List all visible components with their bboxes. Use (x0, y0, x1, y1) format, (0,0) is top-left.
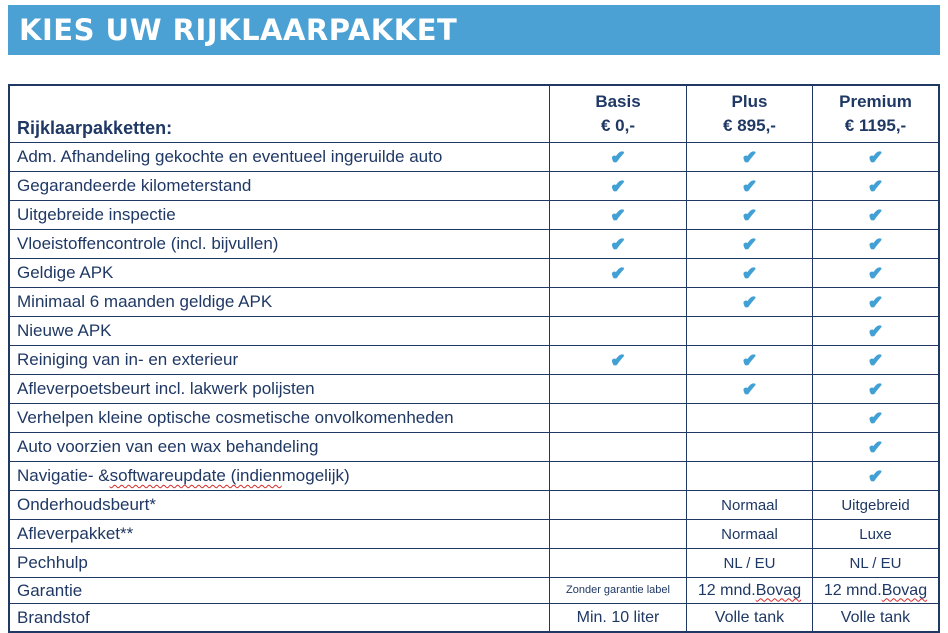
feature-label: Nieuwe APK (10, 317, 550, 345)
feature-label: Verhelpen kleine optische cosmetische onvolkomenheden (10, 404, 550, 432)
premium-price: € 1195,- (844, 116, 907, 136)
table-row (10, 287, 938, 316)
feature-label: Vloeistoffencontrole (incl. bijvullen) (10, 230, 550, 258)
table-row-garantie (10, 577, 938, 603)
feature-label: Auto voorzien van een wax behandeling (10, 433, 550, 461)
plus-name: Plus (731, 91, 768, 111)
feature-label: Uitgebreide inspectie (10, 201, 550, 229)
corner-label: Rijklaarpakketten: (10, 86, 550, 142)
premium-cell: ✔ (868, 321, 883, 341)
premium-name: Premium (839, 91, 912, 111)
premium-cell: ✔ (868, 147, 883, 167)
premium-cell (813, 578, 938, 603)
plus-price: € 895,- (723, 116, 776, 136)
table-row (10, 403, 938, 432)
label-part: mogelijk) (281, 466, 350, 485)
table-row (10, 374, 938, 403)
plus-cell (687, 462, 813, 490)
column-header-premium (813, 86, 938, 142)
table-row (10, 432, 938, 461)
premium-cell: ✔ (868, 234, 883, 254)
premium-cell: ✔ (868, 379, 883, 399)
plus-cell (687, 433, 813, 461)
warranty-text: 12 mnd. (823, 581, 882, 599)
table-row (10, 229, 938, 258)
basis-cell (550, 288, 687, 316)
plus-cell: ✔ (687, 230, 813, 258)
plus-cell: ✔ (687, 201, 813, 229)
table-row (10, 519, 938, 548)
column-header-basis (550, 86, 687, 142)
premium-cell: Luxe (859, 525, 892, 543)
basis-cell: ✔ (550, 143, 687, 171)
plus-cell: Volle tank (687, 604, 813, 631)
premium-cell: Volle tank (840, 608, 911, 626)
basis-cell (550, 491, 687, 519)
premium-cell: ✔ (868, 292, 883, 312)
premium-cell: ✔ (868, 176, 883, 196)
table-row (10, 258, 938, 287)
feature-label: Onderhoudsbeurt* (10, 491, 550, 519)
plus-cell: Normaal (687, 520, 813, 548)
table-row (10, 200, 938, 229)
basis-cell: ✔ (550, 201, 687, 229)
plus-cell (687, 404, 813, 432)
table-row (10, 603, 938, 631)
warranty-text-misspelled: Bovag (755, 581, 802, 599)
page-title: KIES UW RIJKLAARPAKKET (19, 13, 458, 47)
plus-cell (687, 578, 813, 603)
column-header-plus (687, 86, 813, 142)
basis-cell: ✔ (550, 259, 687, 287)
basis-cell: ✔ (550, 172, 687, 200)
plus-cell: ✔ (687, 375, 813, 403)
basis-cell: ✔ (550, 230, 687, 258)
premium-cell: ✔ (868, 408, 883, 428)
basis-price: € 0,- (600, 116, 636, 136)
table-header-row (10, 86, 938, 142)
basis-cell (550, 404, 687, 432)
warranty-text: 12 mnd. (697, 581, 756, 599)
plus-cell: NL / EU (687, 549, 813, 577)
table-row (10, 316, 938, 345)
page-title-banner (8, 5, 940, 55)
premium-cell: ✔ (868, 350, 883, 370)
plus-cell: ✔ (687, 346, 813, 374)
feature-label (10, 462, 550, 490)
feature-label: Geldige APK (10, 259, 550, 287)
basis-cell (550, 520, 687, 548)
premium-cell: ✔ (868, 437, 883, 457)
basis-cell (550, 462, 687, 490)
plus-cell: ✔ (687, 172, 813, 200)
basis-cell (550, 549, 687, 577)
premium-cell: ✔ (868, 205, 883, 225)
basis-name: Basis (595, 91, 641, 111)
table-row (10, 171, 938, 200)
plus-cell (687, 317, 813, 345)
warranty-text-misspelled: Bovag (881, 581, 928, 599)
basis-cell (550, 433, 687, 461)
basis-cell: ✔ (550, 346, 687, 374)
package-comparison-table (8, 84, 940, 633)
plus-cell: ✔ (687, 143, 813, 171)
table-row (10, 345, 938, 374)
basis-cell-note: Zonder garantie label (550, 578, 687, 603)
feature-label: Gegarandeerde kilometerstand (10, 172, 550, 200)
plus-cell: ✔ (687, 259, 813, 287)
feature-label: Brandstof (10, 604, 550, 631)
feature-label: Afleverpoetsbeurt incl. lakwerk polijsten (10, 375, 550, 403)
basis-cell (550, 375, 687, 403)
table-row (10, 548, 938, 577)
table-row (10, 490, 938, 519)
premium-cell: ✔ (868, 263, 883, 283)
label-part: Navigatie- & (17, 466, 110, 485)
feature-label: Reiniging van in- en exterieur (10, 346, 550, 374)
feature-label: Minimaal 6 maanden geldige APK (10, 288, 550, 316)
feature-label: Pechhulp (10, 549, 550, 577)
premium-cell: Uitgebreid (841, 496, 910, 514)
plus-cell: Normaal (687, 491, 813, 519)
basis-cell: Min. 10 liter (550, 604, 687, 631)
label-part-misspelled: softwareupdate (indien (109, 466, 282, 485)
feature-label: Afleverpakket** (10, 520, 550, 548)
feature-label: Garantie (10, 578, 550, 603)
table-row (10, 142, 938, 171)
premium-cell: ✔ (868, 466, 883, 486)
basis-cell (550, 317, 687, 345)
table-row (10, 461, 938, 490)
premium-cell: NL / EU (849, 554, 902, 572)
plus-cell: ✔ (687, 288, 813, 316)
feature-label: Adm. Afhandeling gekochte en eventueel ingeruilde auto (10, 143, 550, 171)
